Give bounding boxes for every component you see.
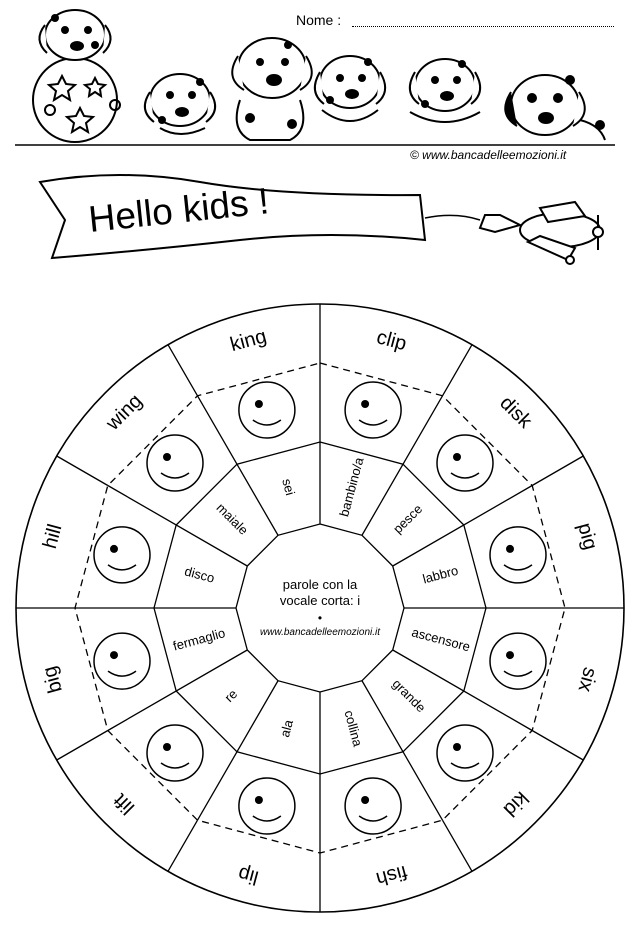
name-label: Nome : <box>296 12 342 28</box>
inner-word: collina <box>341 708 366 749</box>
outer-word: king <box>227 325 269 357</box>
puppy-icon <box>232 38 312 140</box>
outer-word: lift <box>109 788 140 819</box>
inner-word: disco <box>182 563 217 586</box>
airplane-icon <box>480 202 603 264</box>
ball-icon <box>33 58 120 142</box>
wheel-center <box>260 577 381 638</box>
inner-word: ascensore <box>410 624 472 655</box>
fish-icon <box>94 527 150 583</box>
puppy-icon <box>505 75 605 140</box>
wheel-grid <box>16 304 624 912</box>
inner-word: sei <box>279 477 299 497</box>
inner-word: maiale <box>213 500 252 538</box>
outer-word: clip <box>374 326 409 356</box>
tape-roll-icon <box>147 725 203 781</box>
inner-word: ala <box>277 718 297 739</box>
outer-word: hill <box>38 521 67 552</box>
inner-word: grande <box>389 676 429 716</box>
outer-word: pig <box>573 520 602 553</box>
inner-word: labbro <box>421 562 460 587</box>
family-portrait-icon <box>239 382 295 438</box>
banner-title: Hello kids ! <box>86 180 271 240</box>
baby-icon <box>94 633 150 689</box>
wheel-spoke <box>532 456 583 486</box>
outer-word: six <box>573 664 602 695</box>
wheel-spoke <box>443 345 473 396</box>
wheel-spoke <box>168 345 198 396</box>
wheel-spoke <box>57 731 108 761</box>
wheel-spoke <box>532 731 583 761</box>
center-bullet: • <box>317 611 323 625</box>
inner-word: re <box>221 686 241 706</box>
copyright-text: © www.bancadelleemozioni.it <box>410 148 567 162</box>
glue-bottle-icon <box>345 382 401 438</box>
wheel-spoke <box>443 820 473 871</box>
puppy-icon <box>145 74 215 134</box>
cd-icon <box>345 778 401 834</box>
wheel-spoke <box>57 456 108 486</box>
word-wheel <box>0 300 640 950</box>
ladybug-icon <box>490 633 546 689</box>
outer-word: wing <box>101 389 147 435</box>
name-line[interactable] <box>352 26 614 27</box>
inner-word: fermaglio <box>171 625 227 654</box>
paperclip-icon <box>437 725 493 781</box>
puppy-icon <box>410 59 480 122</box>
lips-icon <box>147 435 203 491</box>
outer-word: fish <box>373 860 410 890</box>
center-line-1: parole con la <box>282 577 358 592</box>
hill-drawing-icon <box>437 435 493 491</box>
outer-word: kid <box>498 786 533 821</box>
center-url: www.bancadelleemozioni.it <box>259 627 381 638</box>
outer-word: big <box>38 663 67 696</box>
puppy-icon <box>39 10 110 60</box>
wheel-spoke <box>168 820 198 871</box>
pig-icon <box>239 778 295 834</box>
outer-word: lip <box>235 862 261 889</box>
wheel-ring <box>236 524 404 692</box>
inner-word: pesce <box>390 501 426 537</box>
banner-illustration <box>0 160 640 300</box>
puppy-icon <box>315 56 385 121</box>
wing-icon <box>490 527 546 583</box>
center-line-2: vocale corta: i <box>279 593 361 608</box>
outer-word: disk <box>495 391 537 433</box>
inner-word: bambino/a <box>336 455 367 519</box>
